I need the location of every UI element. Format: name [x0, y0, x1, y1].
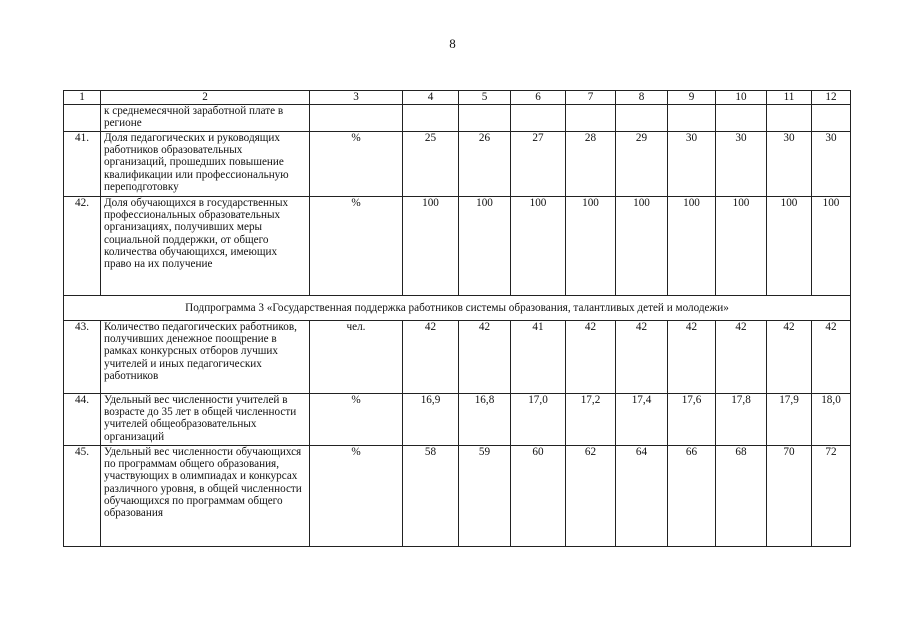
indicator-name-cell: Доля обучающихся в государственных профессиональных образовательных организациях, получивших меры социальной поддержки, от общего количества обучающихся, имеющих право на их получение — [101, 197, 310, 296]
header-cell: 4 — [403, 91, 459, 105]
value-cell — [566, 105, 616, 132]
value-cell: 42 — [716, 321, 767, 394]
value-cell: 28 — [566, 132, 616, 197]
value-cell: 17,8 — [716, 394, 767, 446]
value-cell: 100 — [511, 197, 566, 296]
value-cell — [716, 105, 767, 132]
value-cell: 25 — [403, 132, 459, 197]
header-cell: 7 — [566, 91, 616, 105]
indicator-name-cell: Количество педагогических работников, получивших денежное поощрение в рамках конкурсных отборов лучших учителей и иных педагогических работников — [101, 321, 310, 394]
header-cell: 5 — [459, 91, 511, 105]
table-row — [64, 446, 851, 547]
value-cell: 68 — [716, 446, 767, 547]
value-cell: 100 — [616, 197, 668, 296]
indicator-name-cell: Удельный вес численности учителей в возрасте до 35 лет в общей численности учителей общеобразовательных организаций — [101, 394, 310, 446]
value-cell: 17,6 — [668, 394, 716, 446]
indicator-name-cell: к среднемесячной заработной плате в регионе — [101, 105, 310, 132]
value-cell: 42 — [403, 321, 459, 394]
value-cell: 18,0 — [812, 394, 851, 446]
value-cell: 100 — [668, 197, 716, 296]
value-cell — [767, 105, 812, 132]
header-cell: 1 — [64, 91, 101, 105]
value-cell: 58 — [403, 446, 459, 547]
table-row-continuation — [64, 105, 851, 132]
indicators-table — [63, 90, 851, 547]
row-number-cell: 45. — [64, 446, 101, 547]
table-row — [64, 394, 851, 446]
value-cell: 16,8 — [459, 394, 511, 446]
header-cell: 6 — [511, 91, 566, 105]
value-cell — [459, 105, 511, 132]
header-cell: 12 — [812, 91, 851, 105]
value-cell: 17,9 — [767, 394, 812, 446]
value-cell: 30 — [767, 132, 812, 197]
table-row — [64, 132, 851, 197]
unit-cell: % — [310, 394, 403, 446]
value-cell: 42 — [668, 321, 716, 394]
value-cell: 100 — [716, 197, 767, 296]
value-cell: 17,2 — [566, 394, 616, 446]
value-cell: 100 — [459, 197, 511, 296]
row-number-cell: 42. — [64, 197, 101, 296]
value-cell: 64 — [616, 446, 668, 547]
value-cell — [616, 105, 668, 132]
value-cell: 26 — [459, 132, 511, 197]
value-cell — [511, 105, 566, 132]
value-cell: 42 — [767, 321, 812, 394]
unit-cell: % — [310, 132, 403, 197]
table-header-row — [64, 91, 851, 105]
value-cell: 59 — [459, 446, 511, 547]
value-cell: 17,4 — [616, 394, 668, 446]
subprogram-title: Подпрограмма 3 «Государственная поддержка работников системы образования, талантливых детей и молодежи» — [64, 296, 851, 321]
header-cell: 10 — [716, 91, 767, 105]
page-number: 8 — [449, 36, 456, 51]
value-cell: 100 — [767, 197, 812, 296]
value-cell: 27 — [511, 132, 566, 197]
unit-cell: чел. — [310, 321, 403, 394]
value-cell: 42 — [459, 321, 511, 394]
value-cell: 100 — [566, 197, 616, 296]
indicator-name-cell: Доля педагогических и руководящих работников образовательных организаций, прошедших повышение квалификации или профессиональную переподготовку — [101, 132, 310, 197]
table-row — [64, 321, 851, 394]
value-cell: 42 — [566, 321, 616, 394]
value-cell — [668, 105, 716, 132]
value-cell: 62 — [566, 446, 616, 547]
value-cell: 41 — [511, 321, 566, 394]
header-cell: 2 — [101, 91, 310, 105]
value-cell: 100 — [403, 197, 459, 296]
unit-cell: % — [310, 197, 403, 296]
indicator-name-cell: Удельный вес численности обучающихся по программам общего образования, участвующих в олимпиадах и конкурсах различного уровня, в общей численности обучающихся по программам общего образования — [101, 446, 310, 547]
row-number-cell: 44. — [64, 394, 101, 446]
header-cell: 9 — [668, 91, 716, 105]
value-cell: 30 — [716, 132, 767, 197]
row-number-cell: 43. — [64, 321, 101, 394]
value-cell — [812, 105, 851, 132]
value-cell: 72 — [812, 446, 851, 547]
value-cell: 66 — [668, 446, 716, 547]
value-cell: 16,9 — [403, 394, 459, 446]
row-number-cell — [64, 105, 101, 132]
value-cell: 29 — [616, 132, 668, 197]
table-row — [64, 197, 851, 296]
value-cell: 17,0 — [511, 394, 566, 446]
subprogram-row — [64, 296, 851, 321]
unit-cell: % — [310, 446, 403, 547]
header-cell: 3 — [310, 91, 403, 105]
unit-cell — [310, 105, 403, 132]
value-cell: 42 — [616, 321, 668, 394]
row-number-cell: 41. — [64, 132, 101, 197]
value-cell: 100 — [812, 197, 851, 296]
value-cell — [403, 105, 459, 132]
value-cell: 30 — [812, 132, 851, 197]
value-cell: 60 — [511, 446, 566, 547]
header-cell: 8 — [616, 91, 668, 105]
value-cell: 70 — [767, 446, 812, 547]
header-cell: 11 — [767, 91, 812, 105]
value-cell: 42 — [812, 321, 851, 394]
value-cell: 30 — [668, 132, 716, 197]
